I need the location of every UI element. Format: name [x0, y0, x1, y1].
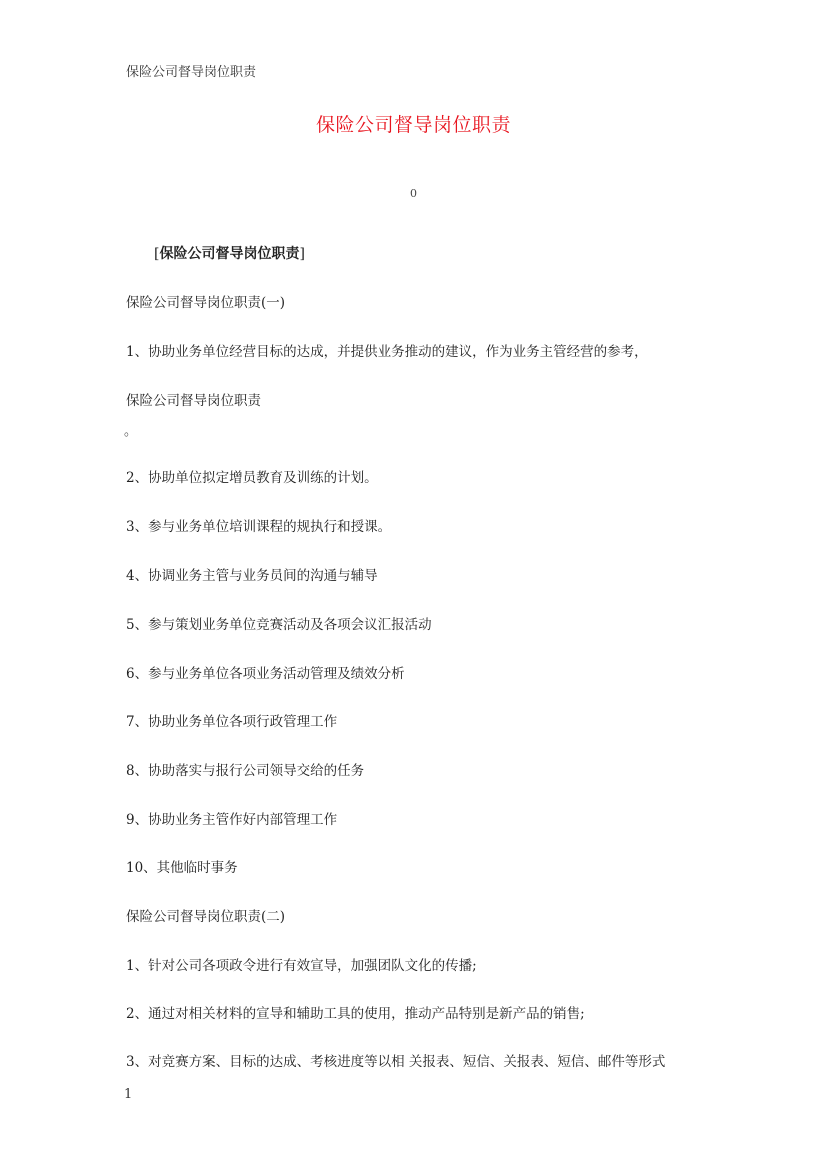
- section-two-item-2: 2、通过对相关材料的宣导和辅助工具的使用，推动产品特别是新产品的销售;: [126, 1006, 585, 1022]
- section-one-item-1: 1、协助业务单位经营目标的达成，并提供业务推动的建议，作为业务主管经营的参考，: [126, 344, 648, 360]
- section-one-item-3: 3、参与业务单位培训课程的规执行和授课。: [126, 519, 392, 535]
- document-title: 保险公司督导岗位职责: [315, 114, 511, 136]
- section-one-item-5: 5、参与策划业务单位竞赛活动及各项会议汇报活动: [126, 617, 432, 633]
- bracket-heading-title: 保险公司督导岗位职责: [159, 246, 300, 262]
- section-one-item-10: 10、其他临时事务: [126, 860, 238, 876]
- section-one-item-9: 9、协助业务主管作好内部管理工作: [126, 812, 338, 828]
- page-number: 1: [124, 1087, 133, 1102]
- bracket-close: ]: [299, 246, 305, 262]
- section-two-heading: 保险公司督导岗位职责(二): [126, 909, 286, 925]
- section-one-item-7: 7、协助业务单位各项行政管理工作: [126, 714, 338, 730]
- section-one-item-2: 2、协助单位拟定增员教育及训练的计划。: [126, 470, 378, 486]
- section-one-heading: 保险公司督导岗位职责(一): [126, 295, 286, 311]
- running-header: 保险公司督导岗位职责: [126, 65, 257, 80]
- bracket-open: [: [154, 246, 160, 262]
- section-one-item-1-continued: 保险公司督导岗位职责: [126, 393, 261, 409]
- section-one-item-8: 8、协助落实与报行公司领导交给的任务: [126, 763, 365, 779]
- section-one-item-4: 4、协调业务主管与业务员间的沟通与辅导: [126, 568, 378, 584]
- section-one-item-1-end: 。: [124, 424, 138, 439]
- date-mark: 0: [410, 187, 417, 200]
- section-two-item-3: 3、对竞赛方案、目标的达成、考核进度等以相 关报表、短信、关报表、短信、邮件等形式: [126, 1054, 666, 1070]
- section-one-item-6: 6、参与业务单位各项业务活动管理及绩效分析: [126, 666, 405, 682]
- section-two-item-1: 1、针对公司各项政令进行有效宣导，加强团队文化的传播;: [126, 958, 477, 974]
- bracket-heading: [154, 243, 305, 263]
